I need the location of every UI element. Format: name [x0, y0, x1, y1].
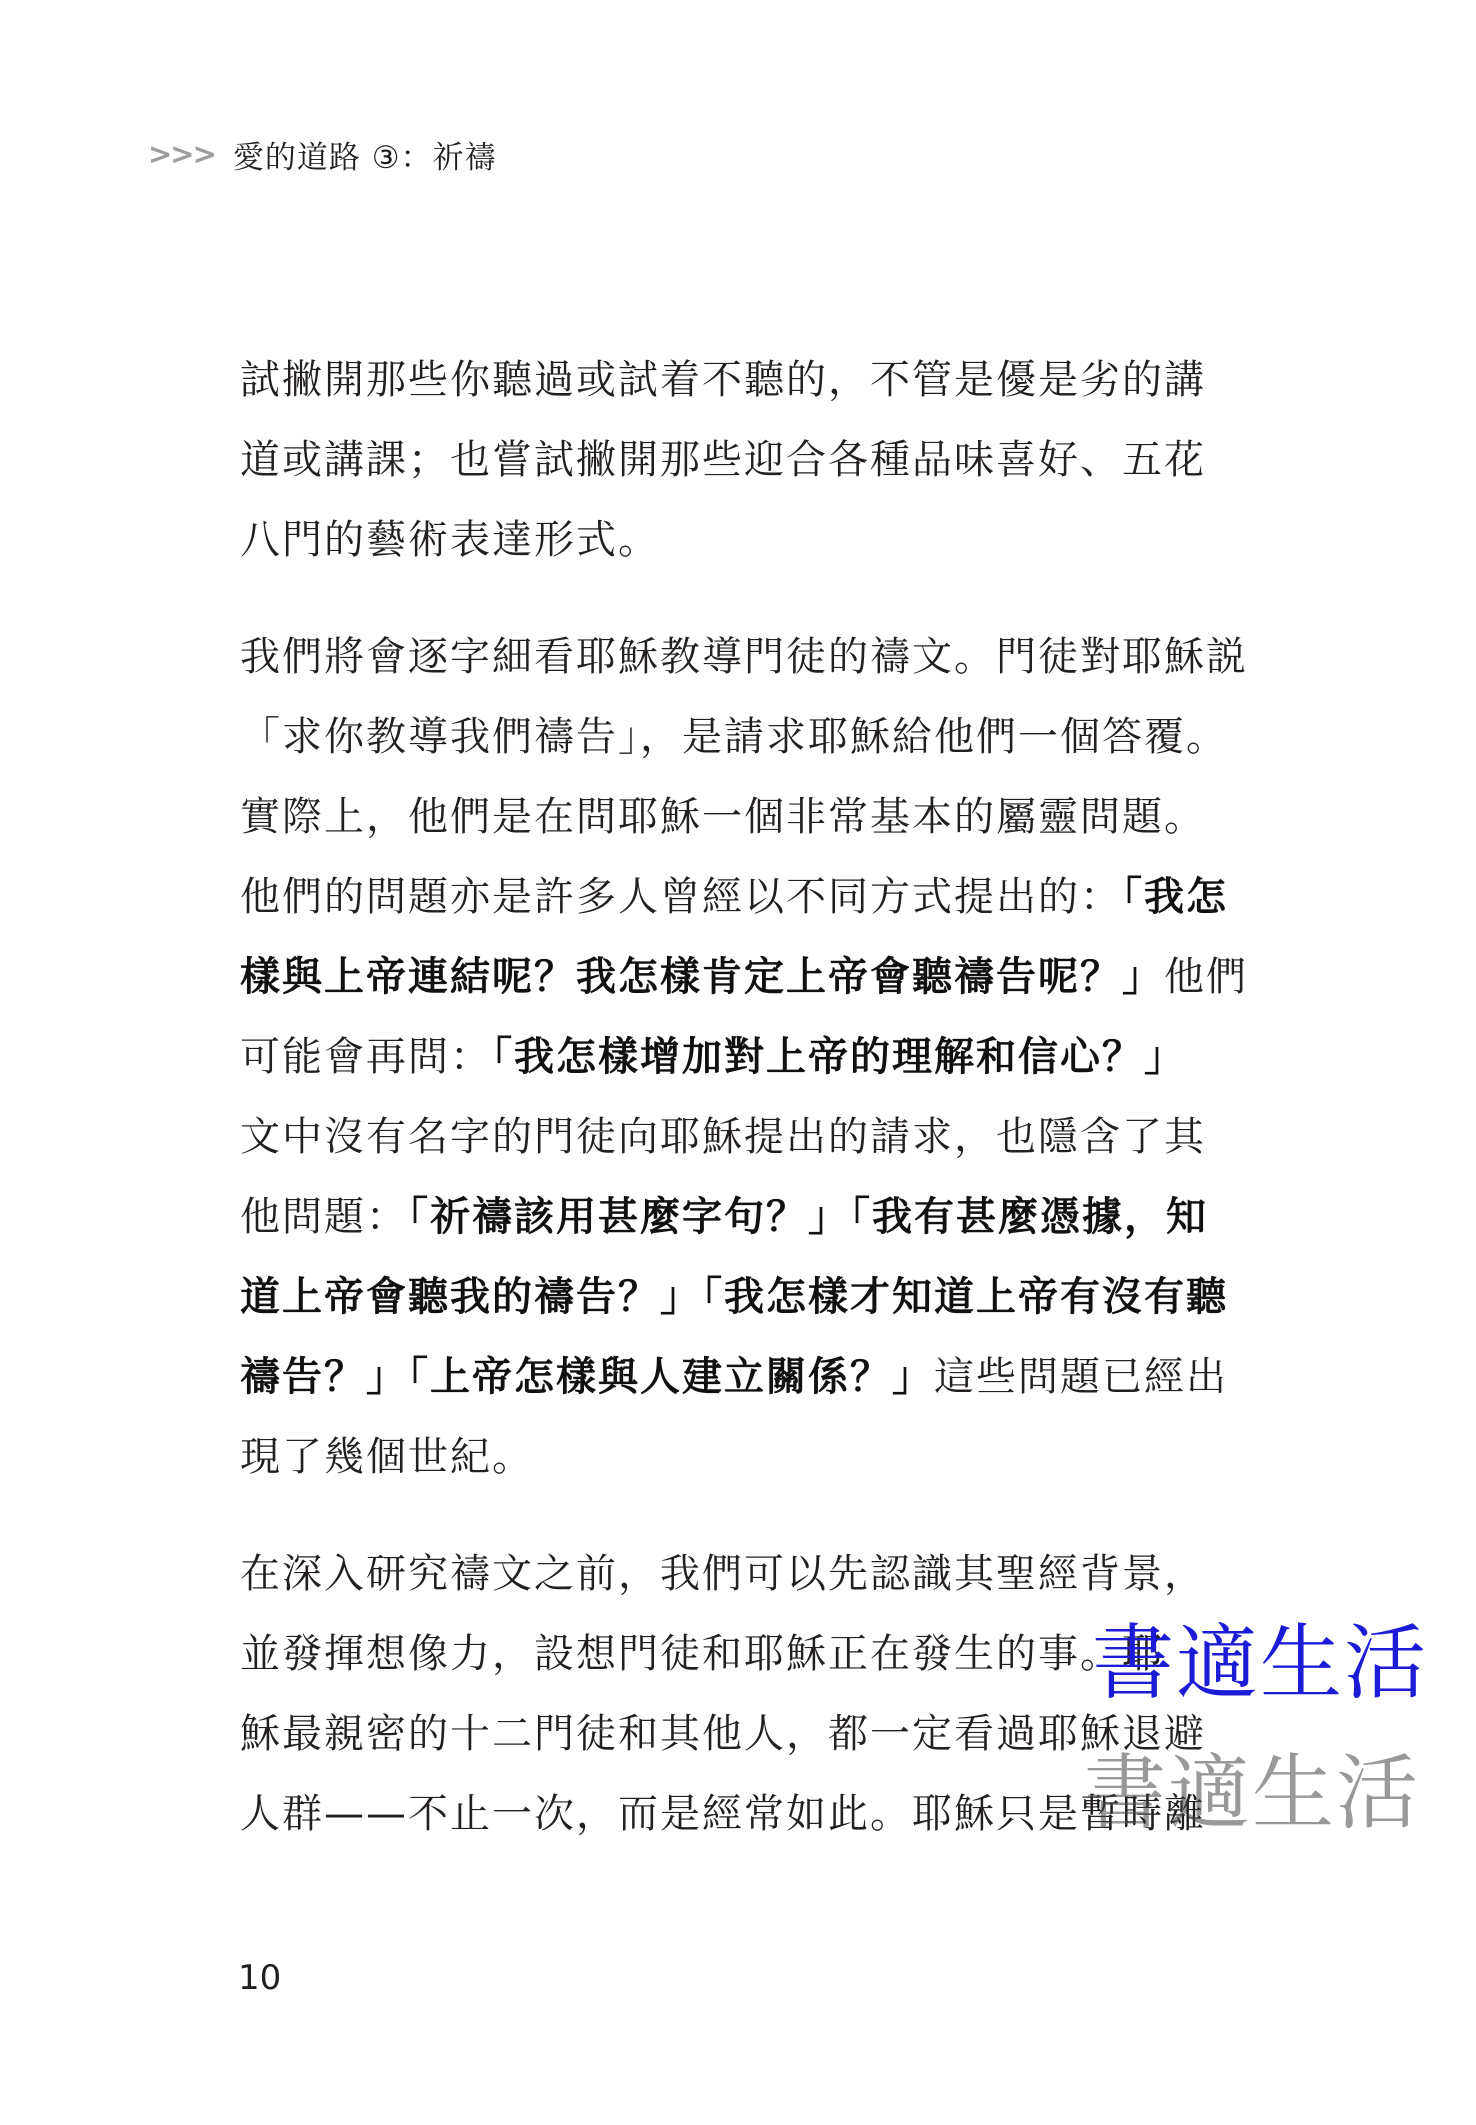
body-text-run: 試撇開那些你聽過或試着不聽的，不管是優是劣的講 — [240, 357, 1206, 403]
text-line — [240, 1534, 1206, 1614]
body-text-run: 可能會再問： — [240, 1034, 492, 1080]
body-text-run: 我們將會逐字細看耶穌教導門徒的禱文。門徒對耶穌説 — [240, 634, 1248, 680]
body-text-run: 在深入研究禱文之前，我們可以先認識其聖經背景， — [240, 1551, 1206, 1597]
text-line — [240, 1017, 1200, 1097]
text-line — [240, 1257, 1228, 1337]
paragraph — [240, 1534, 1206, 1854]
body-text-run: 穌最親密的十二門徒和其他人，都一定看過耶穌退避 — [240, 1711, 1206, 1757]
body-text-run: 他們的問題亦是許多人曾經以不同方式提出的： — [240, 874, 1122, 920]
page-number: 10 — [238, 1958, 282, 1998]
emphasis-text: 「祈禱該用甚麼字句？」「我有甚麼憑據，知 — [408, 1194, 1208, 1240]
text-line — [240, 500, 1200, 580]
text-line — [240, 1337, 1228, 1417]
text-line — [240, 617, 1248, 697]
emphasis-text: 道上帝會聽我的禱告？」「我怎樣才知道上帝有沒有聽 — [240, 1274, 1228, 1320]
body-text-run: 他們 — [1164, 954, 1248, 1000]
body-text-run: 實際上，他們是在問耶穌一個非常基本的屬靈問題。 — [240, 794, 1206, 840]
text-line — [240, 1177, 1208, 1257]
paragraph — [240, 340, 1206, 580]
text-line — [240, 777, 1206, 857]
text-line — [240, 420, 1206, 500]
body-text-run: 八門的藝術表達形式。 — [240, 517, 660, 563]
text-line — [240, 937, 1248, 1017]
running-header — [148, 132, 497, 176]
chevron-right-icon: >>> — [148, 137, 215, 171]
body-text-run: 他問題： — [240, 1194, 408, 1240]
watermark-logo-shadow: 書適生活 — [1084, 1746, 1421, 1841]
paragraph — [240, 617, 1248, 1497]
body-text-run: 道或講課；也嘗試撇開那些迎合各種品味喜好、五花 — [240, 437, 1206, 483]
text-line — [240, 857, 1228, 937]
body-text-run: 現了幾個世紀。 — [240, 1434, 534, 1480]
body-text-run: 這些問題已經出 — [934, 1354, 1228, 1400]
text-line — [240, 1417, 1200, 1497]
text-line — [240, 340, 1206, 420]
text-line — [240, 1097, 1206, 1177]
emphasis-text: 樣與上帝連結呢？我怎樣肯定上帝會聽禱告呢？」 — [240, 954, 1164, 1000]
body-text-run: 文中沒有名字的門徒向耶穌提出的請求，也隱含了其 — [240, 1114, 1206, 1160]
emphasis-text: 禱告？」「上帝怎樣與人建立關係？」 — [240, 1354, 934, 1400]
emphasis-text: 「我怎樣增加對上帝的理解和信心？」 — [492, 1034, 1186, 1080]
body-text-run: 並發揮想像力，設想門徒和耶穌正在發生的事。耶 — [240, 1631, 1164, 1677]
body-text — [240, 340, 1248, 1854]
emphasis-text: 「我怎 — [1122, 874, 1228, 920]
text-line — [240, 1694, 1206, 1774]
body-text-run: 人群——不止一次，而是經常如此。耶穌只是暫時離 — [240, 1791, 1206, 1837]
text-line — [240, 1774, 1206, 1854]
chapter-title: 愛的道路 ③：祈禱 — [232, 139, 497, 176]
watermark-logo: 書適生活 — [1092, 1616, 1429, 1711]
text-line — [240, 1614, 1200, 1694]
body-text-run: 「求你教導我們禱告」，是請求耶穌給他們一個答覆。 — [240, 714, 1228, 760]
text-line — [240, 697, 1228, 777]
